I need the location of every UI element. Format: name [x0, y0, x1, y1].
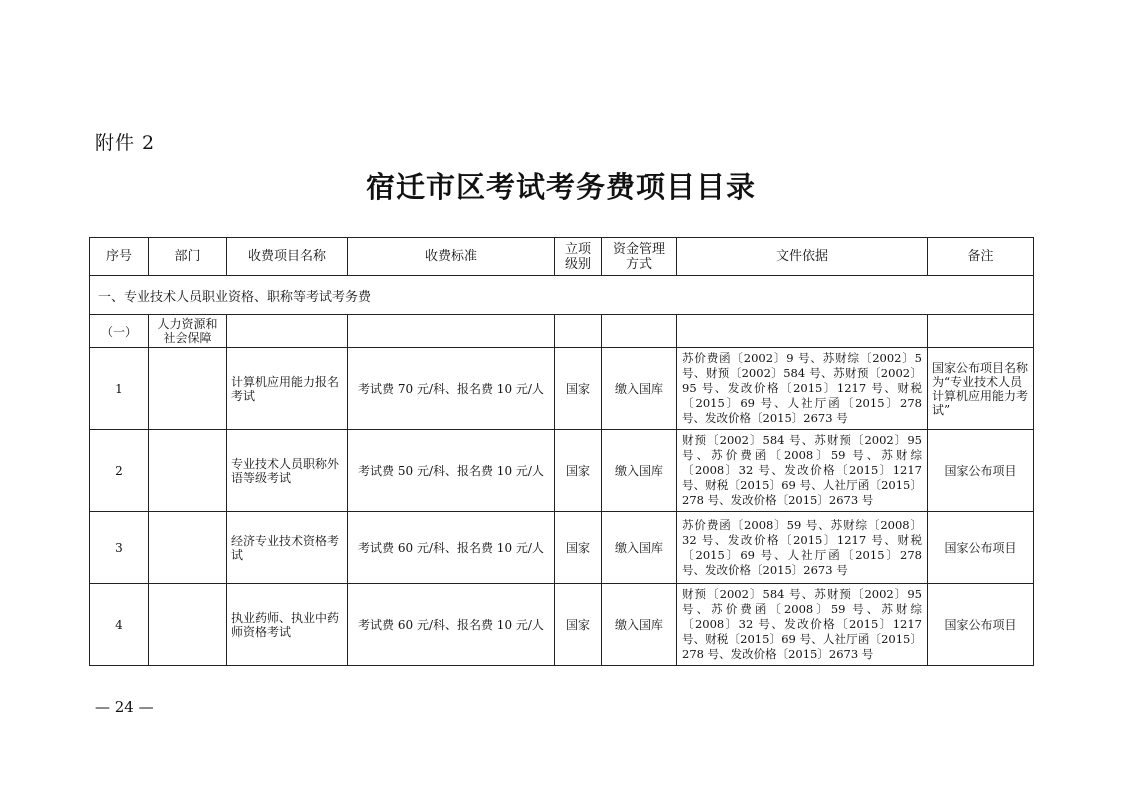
- header-item-name: 收费项目名称: [227, 238, 348, 276]
- header-fund-line2: 方式: [625, 256, 652, 272]
- empty-cell: [227, 315, 348, 348]
- section-row: [90, 276, 1034, 315]
- row-dept: [149, 584, 227, 666]
- table-row: [90, 512, 1034, 584]
- row-level: 国家: [555, 512, 602, 584]
- header-remark: 备注: [928, 238, 1034, 276]
- header-standard: 收费标准: [348, 238, 555, 276]
- row-standard: 考试费 70 元/科、报名费 10 元/人: [348, 348, 555, 430]
- row-level: 国家: [555, 584, 602, 666]
- header-basis: 文件依据: [677, 238, 928, 276]
- section-title: 一、专业技术人员职业资格、职称等考试考务费: [90, 276, 1034, 315]
- subsection-dept: [149, 315, 227, 348]
- row-remark: 国家公布项目名称为“专业技术人员计算机应用能力考试”: [928, 348, 1034, 430]
- row-standard: 考试费 50 元/科、报名费 10 元/人: [348, 430, 555, 512]
- fee-catalog-table: [89, 237, 1034, 666]
- row-item-name: 计算机应用能力报名考试: [227, 348, 348, 430]
- row-item-name: 执业药师、执业中药师资格考试: [227, 584, 348, 666]
- header-level: [555, 238, 602, 276]
- row-fund: 缴入国库: [602, 348, 677, 430]
- subsection-dept-line2: 社会保障: [163, 331, 212, 345]
- row-dept: [149, 512, 227, 584]
- row-seq: 2: [90, 430, 149, 512]
- header-seq: 序号: [90, 238, 149, 276]
- subsection-seq: （一）: [90, 315, 149, 348]
- header-fund: [602, 238, 677, 276]
- empty-cell: [677, 315, 928, 348]
- row-fund: 缴入国库: [602, 584, 677, 666]
- subsection-row: [90, 315, 1034, 348]
- table-header-row: [90, 238, 1034, 276]
- row-level: 国家: [555, 430, 602, 512]
- row-basis: 苏价费函〔2002〕9 号、苏财综〔2002〕5 号、财预〔2002〕584 号、苏财预〔2002〕95 号、发改价格〔2015〕1217 号、财税〔2015〕69 号、人社厅函〔2015〕278 号、发改价格〔2015〕2673 号: [677, 348, 928, 430]
- row-seq: 4: [90, 584, 149, 666]
- row-dept: [149, 430, 227, 512]
- row-basis: 苏价费函〔2008〕59 号、苏财综〔2008〕32 号、发改价格〔2015〕1217 号、财税〔2015〕69 号、人社厅函〔2015〕278 号、发改价格〔2015〕2673 号: [677, 512, 928, 584]
- row-item-name: 经济专业技术资格考试: [227, 512, 348, 584]
- header-fund-line1: 资金管理: [612, 241, 665, 257]
- row-level: 国家: [555, 348, 602, 430]
- attachment-label: 附件 2: [95, 132, 156, 154]
- empty-cell: [348, 315, 555, 348]
- header-dept: 部门: [149, 238, 227, 276]
- row-seq: 3: [90, 512, 149, 584]
- empty-cell: [928, 315, 1034, 348]
- table-row: [90, 584, 1034, 666]
- row-basis: 财预〔2002〕584 号、苏财预〔2002〕95 号、苏价费函〔2008〕59 号、苏财综〔2008〕32 号、发改价格〔2015〕1217 号、财税〔2015〕69 号、人社厅函〔2015〕278 号、发改价格〔2015〕2673 号: [677, 584, 928, 666]
- page-number: — 24 —: [95, 698, 154, 716]
- row-fund: 缴入国库: [602, 512, 677, 584]
- row-remark: 国家公布项目: [928, 584, 1034, 666]
- empty-cell: [602, 315, 677, 348]
- table-row: [90, 430, 1034, 512]
- table-row: [90, 348, 1034, 430]
- row-seq: 1: [90, 348, 149, 430]
- row-remark: 国家公布项目: [928, 430, 1034, 512]
- row-basis: 财预〔2002〕584 号、苏财预〔2002〕95 号、苏价费函〔2008〕59 号、苏财综〔2008〕32 号、发改价格〔2015〕1217 号、财税〔2015〕69 号、人社厅函〔2015〕278 号、发改价格〔2015〕2673 号: [677, 430, 928, 512]
- document-title: 宿迁市区考试考务费项目目录: [365, 170, 756, 204]
- row-remark: 国家公布项目: [928, 512, 1034, 584]
- header-level-line2: 级别: [564, 256, 591, 272]
- row-standard: 考试费 60 元/科、报名费 10 元/人: [348, 512, 555, 584]
- row-standard: 考试费 60 元/科、报名费 10 元/人: [348, 584, 555, 666]
- row-fund: 缴入国库: [602, 430, 677, 512]
- row-item-name: 专业技术人员职称外语等级考试: [227, 430, 348, 512]
- header-level-line1: 立项: [564, 241, 591, 257]
- empty-cell: [555, 315, 602, 348]
- row-dept: [149, 348, 227, 430]
- subsection-dept-line1: 人力资源和: [157, 317, 218, 331]
